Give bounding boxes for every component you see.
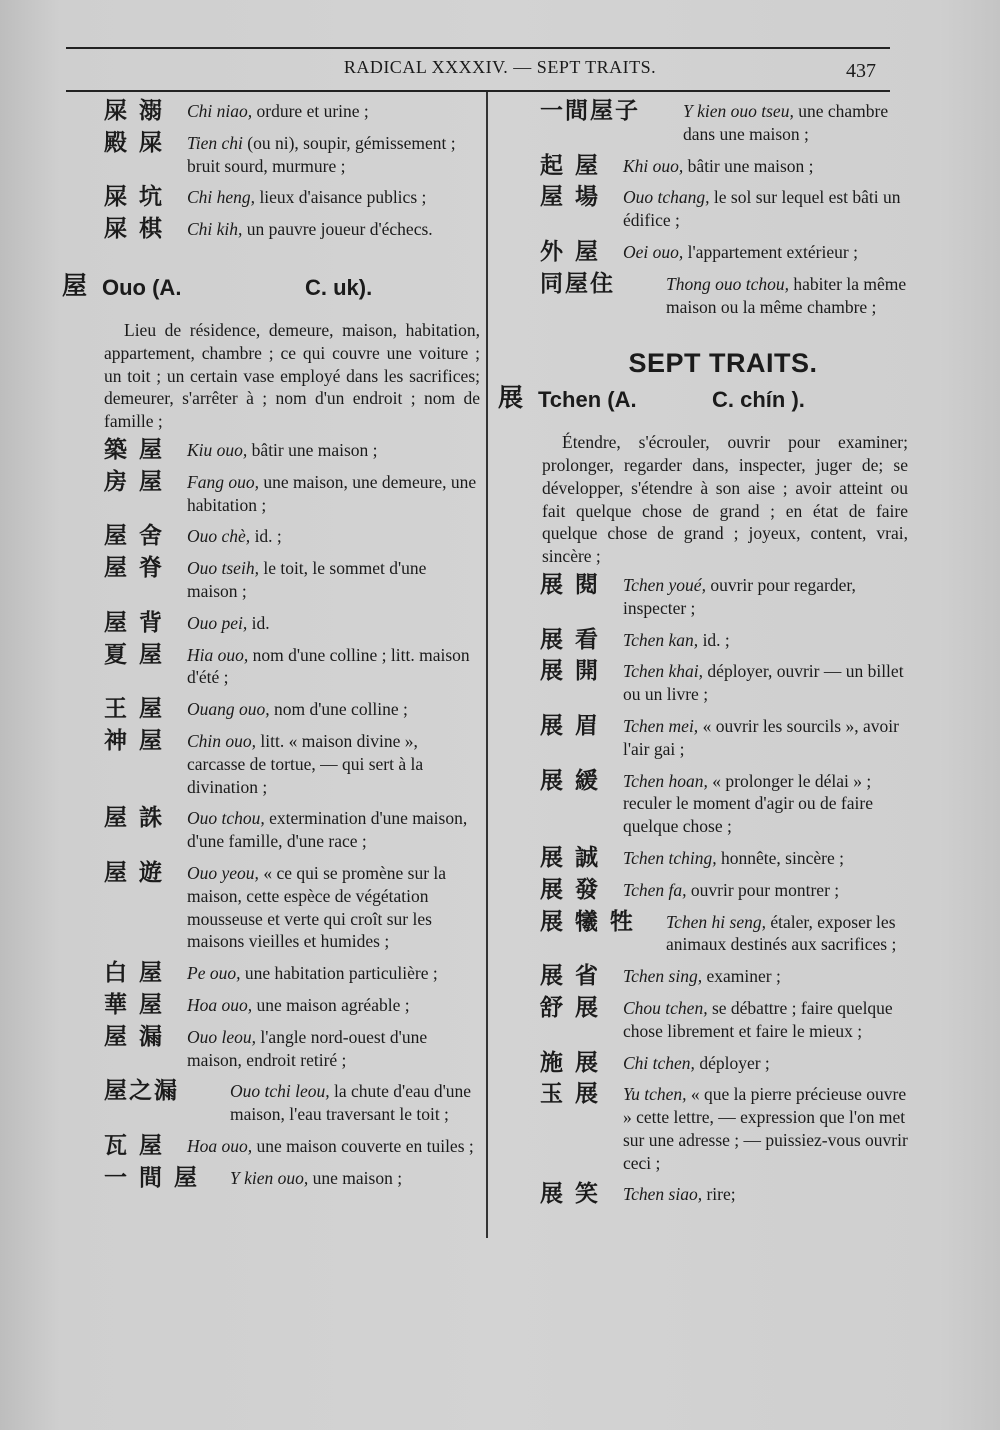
entry-gloss: examiner ;	[702, 966, 781, 987]
dictionary-entry	[498, 994, 908, 1043]
entry-romanization: Tchen kan,	[623, 629, 699, 650]
entry-gloss: « ce qui se promène sur la maison, cette espèce de végétation mousseuse et verte qui croît sur les maisons vieilles et humides ;	[187, 862, 447, 952]
entry-romanization: Hoa ouo,	[187, 994, 253, 1015]
entry-characters: 展 笑	[540, 1181, 601, 1208]
entry-characters: 屋 遊	[104, 859, 165, 886]
entry-romanization: Tchen youé,	[623, 574, 706, 595]
entry-romanization: Ouo yeou,	[187, 862, 259, 883]
entry-romanization: Chi tchen,	[623, 1052, 695, 1073]
entry-gloss: rire;	[702, 1184, 736, 1205]
dictionary-entry	[62, 1132, 480, 1159]
entry-characters: 展 閱	[540, 571, 601, 598]
entry-characters: 施 展	[540, 1049, 601, 1076]
dictionary-entry	[498, 186, 908, 232]
entry-gloss: une chambre dans une maison ;	[683, 101, 889, 144]
headword-character: 展	[498, 383, 524, 413]
entry-romanization: Yu tchen,	[623, 1084, 687, 1105]
entry-gloss: honnête, sincère ;	[716, 847, 844, 868]
top-rule	[66, 47, 890, 49]
entry-characters: 外 屋	[540, 238, 601, 265]
dictionary-entry	[62, 557, 480, 603]
entry-characters: 展 省	[540, 963, 601, 990]
entry-romanization: Hia ouo,	[187, 644, 249, 665]
entry-gloss: « prolonger le délai » ; reculer le moment d'agir ou de faire quelque chose ;	[623, 770, 873, 837]
dictionary-entry	[498, 767, 908, 838]
entry-romanization: Tchen tching,	[623, 847, 717, 868]
page-number: 437	[846, 60, 876, 82]
dictionary-entry	[498, 571, 908, 620]
entry-characters: 屎 坑	[104, 184, 165, 211]
entry-characters: 神 屋	[104, 727, 165, 754]
entry-gloss: id. ;	[250, 526, 282, 547]
left-column	[62, 100, 480, 1198]
dictionary-entry	[498, 844, 908, 871]
dictionary-entry	[62, 436, 480, 463]
entry-gloss: litt. « maison divine », carcasse de tortue, — qui sert à la divination ;	[187, 730, 424, 797]
entry-romanization: Tchen hoan,	[623, 770, 708, 791]
dictionary-entry	[498, 1083, 908, 1174]
entry-gloss: extermination d'une maison, d'une famille, d'une race ;	[187, 808, 468, 852]
entry-gloss: se débattre ; faire quelque chose librement et faire le mieux ;	[623, 997, 893, 1041]
entry-characters: 展 看	[540, 626, 601, 653]
entry-characters: 一間屋子	[540, 98, 640, 124]
entry-gloss: habiter la même maison ou la même chambre ;	[666, 273, 907, 317]
entry-characters: 夏 屋	[104, 641, 165, 668]
entry-gloss: bâtir une maison ;	[247, 439, 378, 460]
dictionary-entry	[498, 152, 908, 179]
entry-gloss: une maison, une demeure, une habitation ;	[187, 471, 477, 515]
entry-gloss: la chute d'eau d'une maison, l'eau traversant le toit ;	[230, 1081, 472, 1125]
section-title: SEPT TRAITS.	[628, 348, 818, 379]
dictionary-entry	[498, 908, 908, 957]
entry-romanization: Tchen hi seng,	[666, 911, 766, 932]
entry-characters: 展 發	[540, 876, 601, 903]
dictionary-entry	[62, 525, 480, 548]
entry-romanization: Khi ouo,	[623, 155, 684, 176]
entry-gloss: nom d'une colline ;	[269, 699, 408, 720]
entry-gloss: id. ;	[698, 629, 730, 650]
headword-definition: Lieu de résidence, demeure, maison, habitation, appartement, chambre ; ce qui couvre une voiture ; un toit ; un certain vase employé dans les sacrifices; demeurer, s'arrêter à ; nom d'un endroit ; nom de famille ;	[104, 319, 480, 432]
entry-gloss: (ou ni), soupir, gémissement ; bruit sourd, murmure ;	[187, 132, 456, 176]
entry-gloss: une maison ;	[308, 1167, 403, 1188]
dictionary-entry	[498, 876, 908, 903]
entry-characters: 白 屋	[104, 960, 165, 987]
dictionary-entry	[62, 1080, 480, 1126]
entry-characters: 築 屋	[104, 436, 165, 463]
dictionary-entry	[498, 712, 908, 761]
dictionary-entry	[62, 1164, 480, 1191]
entry-gloss: bâtir une maison ;	[683, 155, 814, 176]
entry-gloss: une maison couverte en tuiles ;	[252, 1135, 474, 1156]
dictionary-entry	[62, 641, 480, 690]
entry-characters: 屋 場	[540, 184, 601, 211]
entry-romanization: Hoa ouo,	[187, 1135, 253, 1156]
dictionary-entry	[62, 609, 480, 636]
entry-romanization: Ouo leou,	[187, 1026, 257, 1047]
entry-romanization: Kiu ouo,	[187, 439, 248, 460]
entry-romanization: Oei ouo,	[623, 241, 684, 262]
entry-characters: 屋 漏	[104, 1023, 165, 1050]
entry-gloss: une habitation particulière ;	[240, 963, 438, 984]
entry-romanization: Tchen khai,	[623, 661, 704, 682]
entry-characters: 起 屋	[540, 152, 601, 179]
dictionary-entry	[62, 468, 480, 517]
entry-romanization: Ouo pei,	[187, 612, 248, 633]
dictionary-entry	[62, 859, 480, 953]
entry-characters: 瓦 屋	[104, 1132, 165, 1159]
dictionary-entry	[62, 100, 480, 123]
entry-characters: 展 緩	[540, 767, 601, 794]
entry-romanization: Tchen fa,	[623, 879, 687, 900]
right-entries	[498, 571, 908, 1208]
entry-romanization: Ouo chè,	[187, 526, 251, 547]
entry-characters: 屋 舍	[104, 523, 165, 550]
entry-gloss: nom d'une colline ; litt. maison d'été ;	[187, 644, 470, 688]
entry-romanization: Chou tchen,	[623, 997, 708, 1018]
running-header: RADICAL XXXXIV. — SEPT TRAITS.	[343, 57, 657, 77]
entry-romanization: Ouo tchi leou,	[230, 1081, 330, 1102]
entry-gloss: le sol sur lequel est bâti un édifice ;	[623, 187, 901, 231]
entry-romanization: Chin ouo,	[187, 730, 257, 751]
dictionary-entry	[498, 660, 908, 706]
dictionary-entry	[62, 991, 480, 1018]
left-top-entries	[62, 100, 480, 241]
right-top-entries	[498, 100, 908, 318]
entry-gloss: étaler, exposer les animaux destinés aux sacrifices ;	[666, 911, 897, 955]
headword-cantonese: C. uk).	[305, 274, 373, 300]
entry-romanization: Fang ouo,	[187, 471, 259, 492]
dictionary-entry	[498, 238, 908, 265]
entry-characters: 屋 背	[104, 609, 165, 636]
entry-romanization: Y kien ouo tseu,	[683, 101, 794, 121]
entry-characters: 殿 屎	[104, 129, 165, 156]
entry-romanization: Ouang ouo,	[187, 699, 270, 720]
dictionary-entry	[62, 962, 480, 985]
entry-gloss: une maison agréable ;	[252, 994, 410, 1015]
dictionary-entry	[62, 727, 480, 798]
headword-ouo	[62, 270, 480, 305]
entry-characters: 一 間 屋	[104, 1164, 200, 1191]
entry-characters: 華 屋	[104, 991, 165, 1018]
dictionary-entry	[498, 100, 908, 146]
dictionary-entry	[62, 186, 480, 209]
entry-romanization: Y kien ouo,	[230, 1167, 309, 1188]
column-divider	[486, 92, 488, 1238]
entry-gloss: un pauvre joueur d'échecs.	[242, 219, 433, 240]
entry-romanization: Chi heng,	[187, 187, 256, 208]
entry-gloss: ordure et urine ;	[252, 101, 369, 121]
entry-characters: 展 眉	[540, 712, 601, 739]
entry-characters: 同屋住	[540, 270, 615, 297]
entry-gloss: le toit, le sommet d'une maison ;	[187, 558, 427, 601]
header-rule	[66, 90, 890, 92]
headword-character: 屋	[62, 270, 88, 300]
entry-gloss: déployer ;	[694, 1052, 770, 1073]
entry-gloss: déployer, ouvrir — un billet ou un livre ;	[623, 661, 904, 705]
entry-gloss: « que la pierre précieuse ouvre » cette lettre, — expression que l'on met sur une adresse ; — puissiez-vous ouvrir ceci ;	[623, 1084, 908, 1173]
headword-cantonese: C. chín ).	[712, 387, 805, 413]
entry-romanization: Ouo tseih,	[187, 558, 259, 579]
dictionary-entry	[62, 698, 480, 721]
headword-label: Tchen (A.	[538, 387, 637, 413]
entry-romanization: Ouo tchang,	[623, 187, 710, 208]
entry-characters: 屎 棋	[104, 216, 165, 243]
entry-gloss: id.	[247, 612, 270, 633]
entry-romanization: Pe ouo,	[187, 963, 241, 984]
entry-gloss: ouvrir pour montrer ;	[686, 879, 840, 900]
entry-romanization: Tchen mei,	[623, 715, 699, 736]
headword-definition: Étendre, s'écrouler, ouvrir pour examiner; prolonger, regarder dans, inspecter, juger de; se développer, s'étendre à son aise ; avoir atteint ou fait quelque chose de grand ; en état de faire quelque chose de grand ; joyeux, content, vrai, sincère ;	[542, 432, 908, 567]
entry-characters: 展 犧 牲	[540, 908, 636, 935]
dictionary-entry	[498, 965, 908, 988]
dictionary-entry	[498, 626, 908, 653]
entry-romanization: Ouo tchou,	[187, 808, 265, 829]
entry-romanization: Tien chi	[187, 132, 243, 153]
dictionary-entry	[62, 129, 480, 178]
entry-characters: 屋 誅	[104, 805, 165, 832]
entry-gloss: l'angle nord-ouest d'une maison, endroit retiré ;	[187, 1026, 428, 1070]
dictionary-entry	[62, 1023, 480, 1072]
entry-romanization: Chi niao,	[187, 101, 253, 121]
entry-gloss: ouvrir pour regarder, inspecter ;	[623, 574, 856, 618]
dictionary-entry	[498, 270, 908, 319]
entry-romanization: Tchen sing,	[623, 966, 703, 987]
entry-characters: 房 屋	[104, 468, 165, 495]
dictionary-entry	[498, 1049, 908, 1076]
dictionary-entry	[498, 1183, 908, 1206]
entry-characters: 展 誠	[540, 844, 601, 871]
entry-characters: 玉 展	[540, 1081, 601, 1108]
entry-gloss: lieux d'aisance publics ;	[255, 187, 427, 208]
entry-characters: 展 開	[540, 658, 601, 685]
headword-label: Ouo (A.	[102, 274, 182, 300]
dictionary-entry	[62, 218, 480, 241]
right-column	[498, 100, 908, 1215]
entry-romanization: Chi kih,	[187, 219, 243, 240]
entry-characters: 舒 展	[540, 994, 601, 1021]
entry-gloss: « ouvrir les sourcils », avoir l'air gai ;	[623, 715, 899, 759]
left-entries	[62, 436, 480, 1191]
entry-romanization: Tchen siao,	[623, 1184, 703, 1205]
entry-characters: 屎 溺	[104, 98, 165, 124]
dictionary-entry	[62, 807, 480, 853]
entry-romanization: Thong ouo tchou,	[666, 273, 789, 294]
entry-characters: 王 屋	[104, 696, 165, 723]
entry-characters: 屋之漏	[104, 1078, 179, 1105]
entry-gloss: l'appartement extérieur ;	[683, 241, 858, 262]
entry-characters: 屋 脊	[104, 555, 165, 582]
headword-tchen	[498, 383, 908, 417]
